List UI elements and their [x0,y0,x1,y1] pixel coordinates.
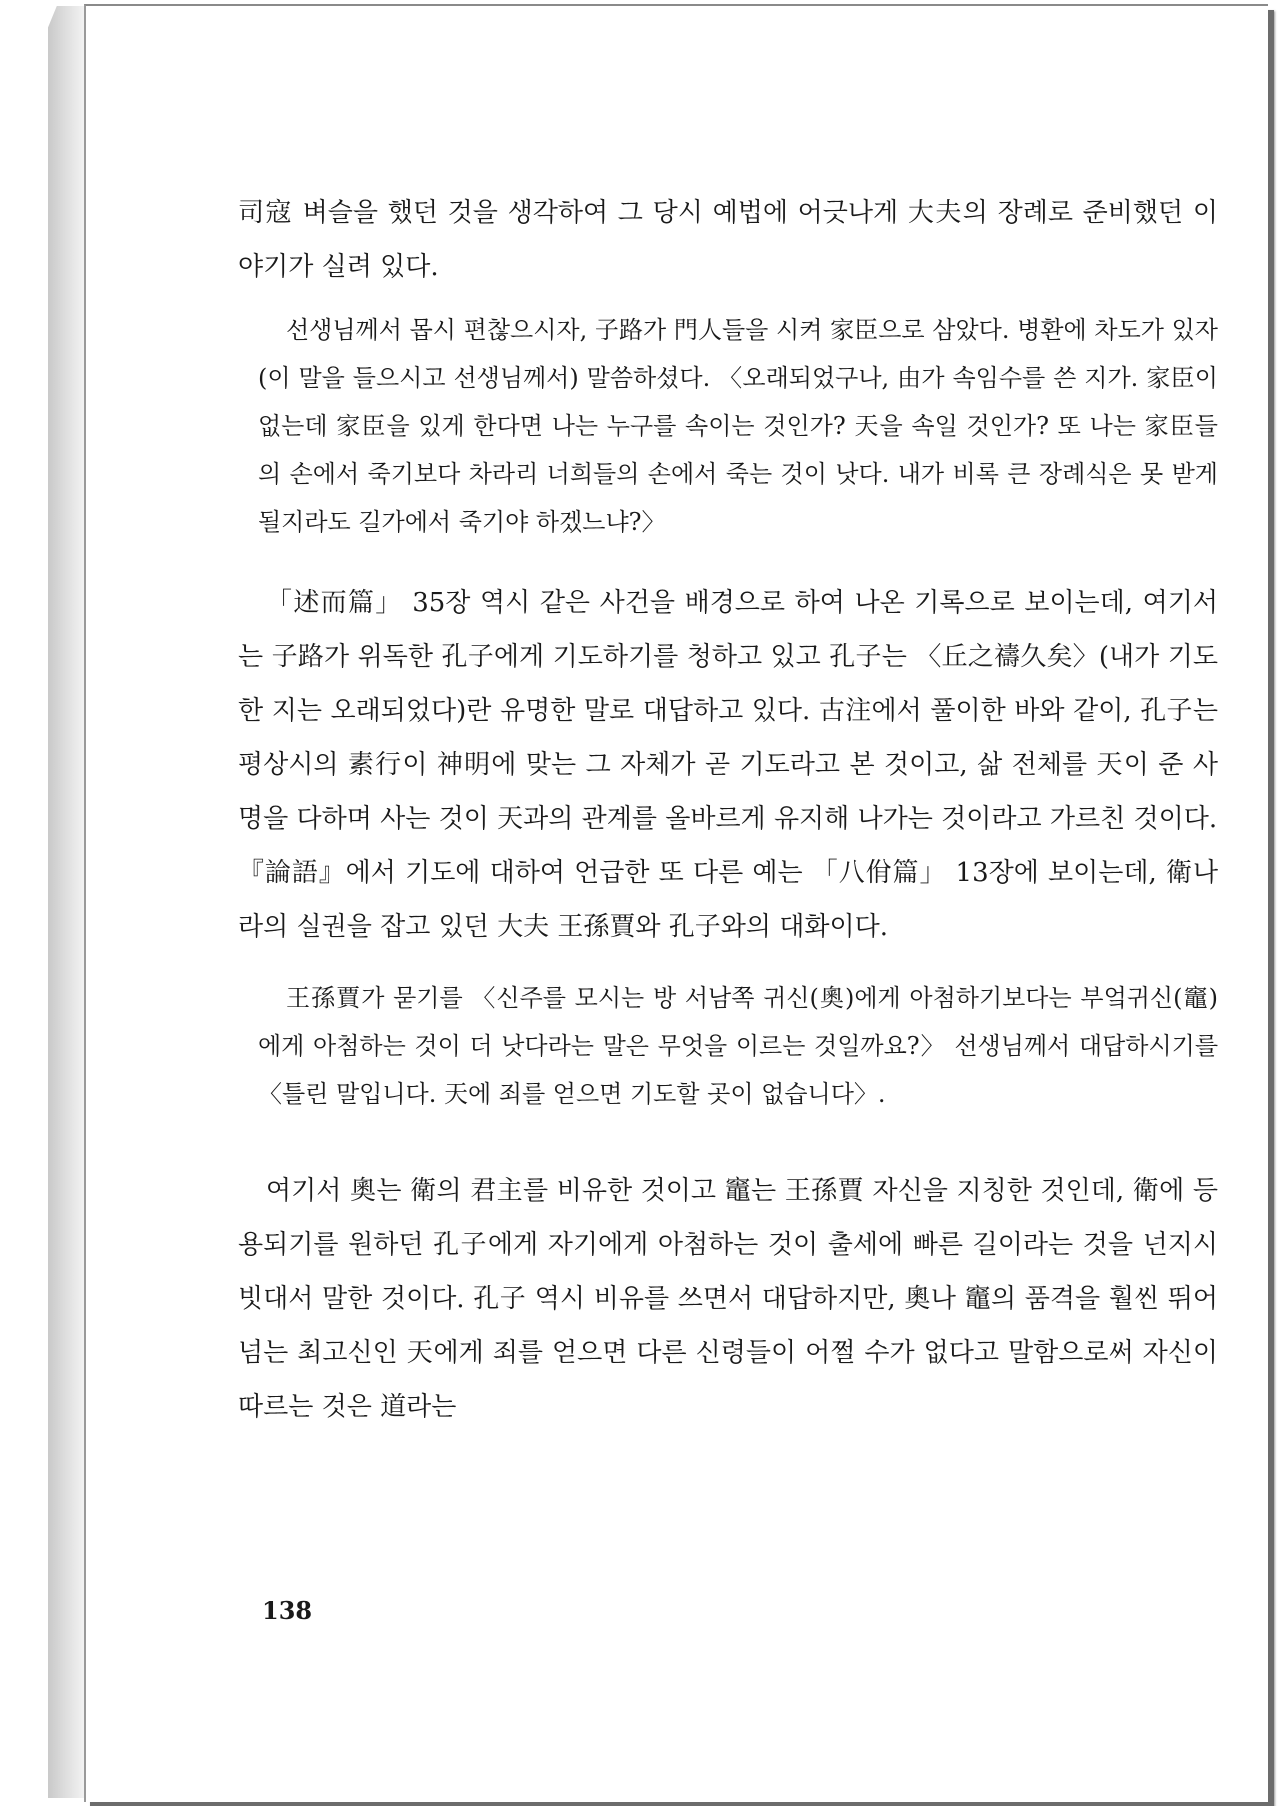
page-stack-edge [48,6,88,1798]
body-paragraph-3: 『論語』에서 기도에 대하여 언급한 또 다른 예는 「八佾篇」 13장에 보이는데, 衛나라의 실권을 잡고 있던 大夫 王孫賈와 孔子와의 대화이다. [238,858,1218,942]
book-page [84,4,1268,1802]
quotation-block-1: 선생님께서 몹시 편찮으시자, 子路가 門人들을 시켜 家臣으로 삼았다. 병환에 차도가 있자 (이 말을 들으시고 선생님께서) 말씀하셨다. 〈오래되었구나, 由가 속임수를 쓴 지가. 家臣이 없는데 家臣을 있게 한다면 나는 누구를 속이는 것인가? 天을 속일 것인가? 또 나는 家臣들의 손에서 죽기보다 차라리 너희들의 손에서 죽는 것이 낫다. 내가 비록 큰 장례식은 못 받게 될지라도 길가에서 죽기야 하겠느냐?〉 [258,316,1218,536]
quotation-block-2: 王孫賈가 묻기를 〈신주를 모시는 방 서남쪽 귀신(奧)에게 아첨하기보다는 부엌귀신(竈)에게 아첨하는 것이 더 낫다라는 말은 무엇을 이르는 것일까요?〉 선생님께서 대답하시기를 〈틀린 말입니다. 天에 죄를 얻으면 기도할 곳이 없습니다〉. [258,984,1218,1108]
page-number: 138 [262,1596,313,1625]
body-paragraph-4: 여기서 奧는 衛의 君主를 비유한 것이고 竈는 王孫賈 자신을 지칭한 것인데, 衛에 등용되기를 원하던 孔子에게 자기에게 아첨하는 것이 출세에 빠른 길이라는 것을 넌지시 빗대서 말한 것이다. 孔子 역시 비유를 쓰면서 대답하지만, 奧나 竈의 품격을 훨씬 뛰어 넘는 최고신인 天에게 죄를 얻으면 다른 신령들이 어쩔 수가 없다고 말함으로써 자신이 따르는 것은 道라는 [238,1176,1218,1422]
body-paragraph-1: 司寇 벼슬을 했던 것을 생각하여 그 당시 예법에 어긋나게 大夫의 장례로 준비했던 이야기가 실려 있다. [238,198,1218,282]
body-paragraph-2: 「述而篇」 35장 역시 같은 사건을 배경으로 하여 나온 기록으로 보이는데, 여기서는 子路가 위독한 孔子에게 기도하기를 청하고 있고 孔子는 〈丘之禱久矣〉(내가 기도한 지는 오래되었다)란 유명한 말로 대답하고 있다. 古注에서 풀이한 바와 같이, 孔子는 평상시의 素行이 神明에 맞는 그 자체가 곧 기도라고 본 것이고, 삶 전체를 天이 준 사명을 다하며 사는 것이 天과의 관계를 올바르게 유지해 나가는 것이라고 가르친 것이다. [238,588,1218,834]
